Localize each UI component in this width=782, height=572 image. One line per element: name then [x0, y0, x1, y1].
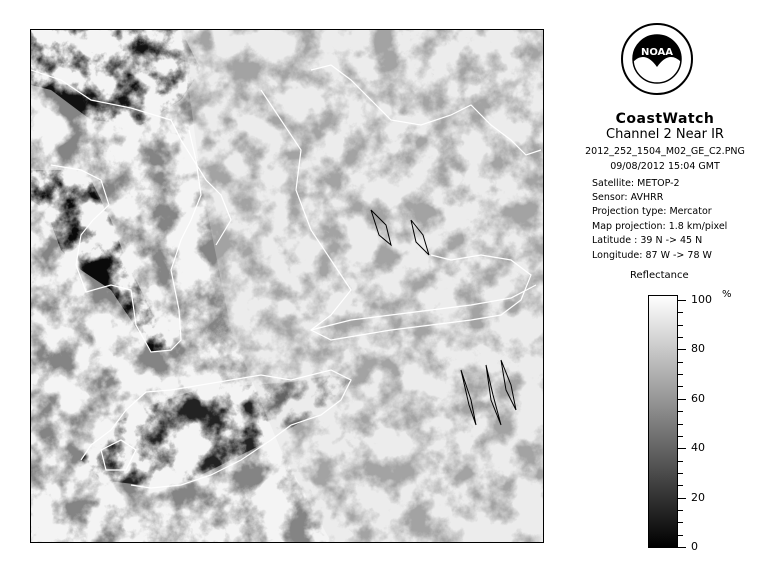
- colorbar-tick: [678, 473, 683, 474]
- colorbar-tick: [678, 510, 683, 511]
- colorbar-tick: [678, 535, 683, 536]
- colorbar: [648, 295, 678, 548]
- colorbar-tick: [678, 522, 683, 523]
- colorbar-tick: [678, 547, 686, 548]
- colorbar-tick: [678, 386, 683, 387]
- colorbar-tick-label: 100: [691, 293, 712, 306]
- meta-satellite: Satellite: METOP-2: [592, 178, 680, 189]
- colorbar-tick: [678, 399, 686, 400]
- satellite-image: [30, 29, 544, 543]
- colorbar-tick: [678, 461, 683, 462]
- colorbar-tick: [678, 325, 683, 326]
- colorbar-tick: [678, 411, 683, 412]
- meta-map-projection: Map projection: 1.8 km/pixel: [592, 221, 728, 232]
- product-title: CoastWatch: [615, 111, 715, 127]
- colorbar-tick: [678, 337, 683, 338]
- colorbar-tick: [678, 374, 683, 375]
- noaa-logo: [620, 22, 694, 96]
- noaa-logo-text: NOAA: [640, 47, 674, 58]
- colorbar-tick: [678, 448, 686, 449]
- datetime: 09/08/2012 15:04 GMT: [610, 161, 720, 172]
- colorbar-label: Reflectance: [630, 270, 689, 281]
- colorbar-tick-label: 0: [691, 540, 698, 553]
- colorbar-tick: [678, 436, 683, 437]
- meta-longitude: Longitude: 87 W -> 78 W: [592, 250, 712, 261]
- colorbar-tick: [678, 362, 683, 363]
- meta-latitude: Latitude : 39 N -> 45 N: [592, 235, 703, 246]
- colorbar-unit: %: [722, 289, 732, 300]
- channel-title: Channel 2 Near IR: [606, 127, 724, 142]
- colorbar-tick-label: 20: [691, 490, 705, 504]
- colorbar-tick: [678, 424, 683, 425]
- colorbar-tick: [678, 300, 686, 301]
- colorbar-tick: [678, 312, 683, 313]
- colorbar-tick-label: 40: [691, 441, 705, 455]
- filename: 2012_252_1504_M02_GE_C2.PNG: [585, 146, 745, 157]
- colorbar-tick-label: 60: [691, 391, 705, 405]
- map-canvas: [31, 30, 543, 542]
- colorbar-tick: [678, 498, 686, 499]
- colorbar-tick: [678, 485, 683, 486]
- colorbar-tick: [678, 349, 686, 350]
- meta-projection-type: Projection type: Mercator: [592, 206, 712, 217]
- meta-sensor: Sensor: AVHRR: [592, 192, 664, 203]
- colorbar-tick-label: 80: [691, 342, 705, 356]
